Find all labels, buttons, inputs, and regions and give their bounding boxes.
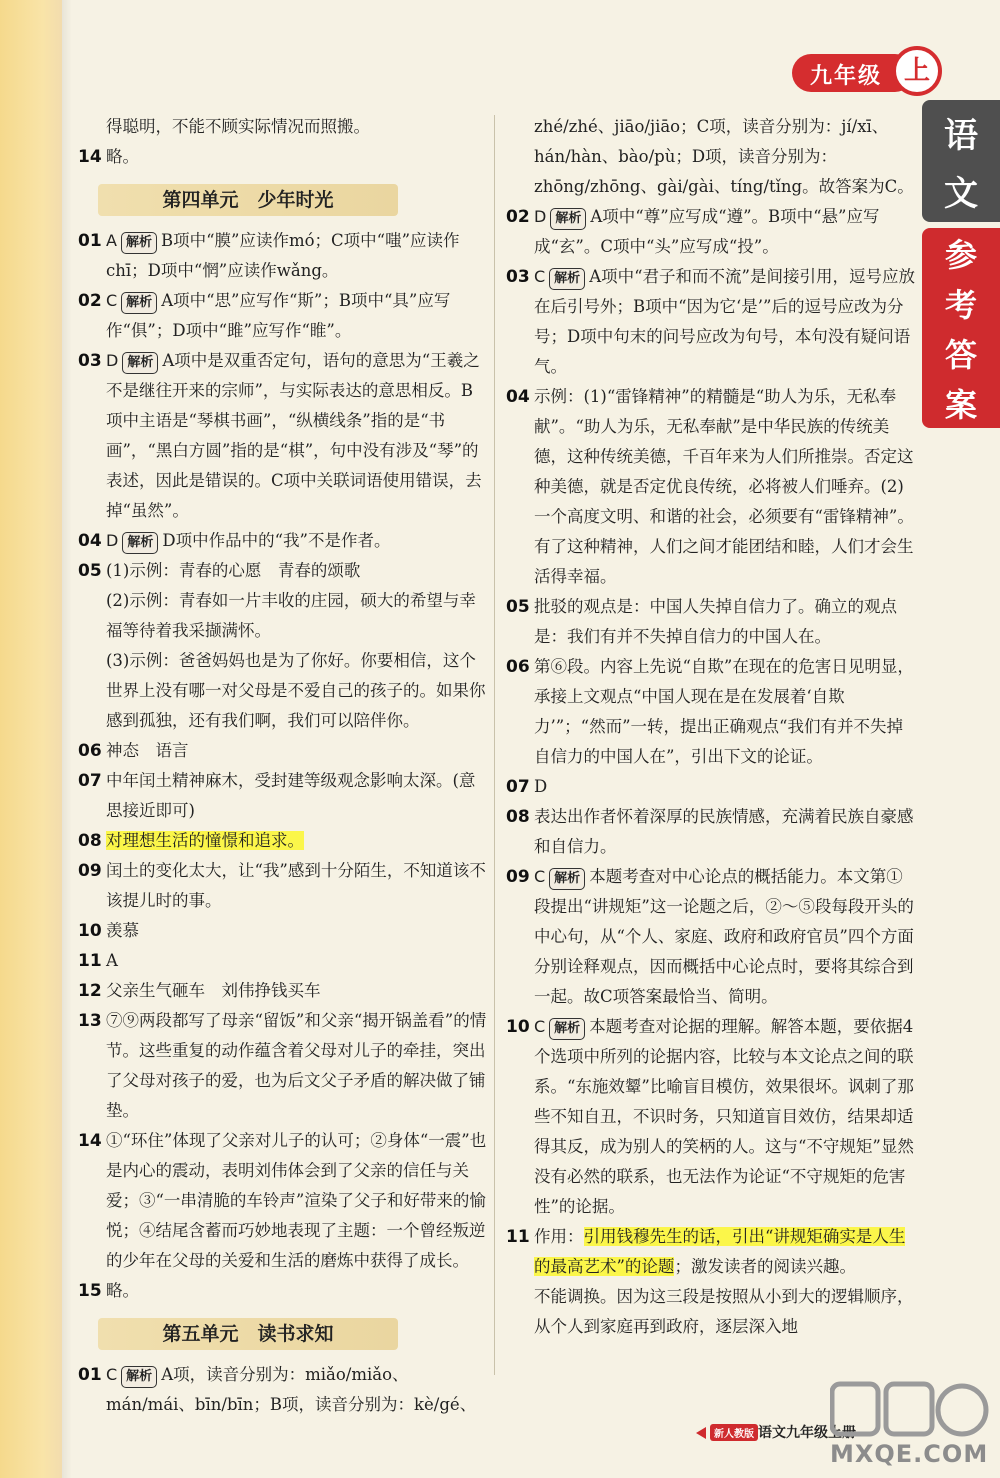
answer-item [78, 1126, 488, 1276]
grade-label [792, 52, 937, 94]
section-char: 答 [944, 336, 977, 374]
answer-text: 闰土的变化太大，让“我”感到十分陌生，不知道该不该提儿时的事。 [106, 861, 486, 910]
question-number: 07 [506, 777, 530, 797]
answer-item [506, 1222, 916, 1282]
unit-heading [78, 182, 488, 218]
answer-item [78, 766, 488, 826]
question-number: 03 [506, 267, 530, 287]
question-number: 12 [78, 981, 102, 1001]
answer-choice: D [106, 531, 119, 550]
subject-char: 语 [944, 116, 978, 156]
analysis-badge: 解析 [549, 868, 585, 890]
question-number: 02 [506, 207, 530, 227]
section-char: 参 [944, 236, 977, 274]
question-number: 01 [78, 1365, 102, 1385]
analysis-badge: 解析 [549, 268, 585, 290]
answer-text: D项中作品中的“我”不是作者。 [162, 531, 391, 550]
answer-item [78, 946, 488, 976]
footer-text: 语文九年级上册 [758, 1425, 856, 1441]
analysis-badge: 解析 [122, 532, 158, 554]
answer-text: 略。 [106, 147, 139, 166]
question-number: 08 [506, 807, 530, 827]
answer-item [78, 736, 488, 766]
answer-choice: C [534, 867, 546, 886]
answer-item [506, 382, 916, 592]
answer-choice: C [106, 1365, 118, 1384]
question-number: 01 [78, 231, 102, 251]
question-number: 10 [78, 921, 102, 941]
answer-item [506, 202, 916, 262]
subject-tab [922, 100, 1000, 222]
grade-text: 九年级 [810, 64, 883, 89]
column-divider [494, 115, 495, 1375]
answer-text: 批驳的观点是：中国人失掉自信力了。确立的观点是：我们有并不失掉自信力的中国人在。 [534, 597, 897, 646]
continued-text [506, 112, 916, 202]
analysis-badge: 解析 [121, 1366, 157, 1388]
answer-item [78, 286, 488, 346]
analysis-badge: 解析 [122, 352, 158, 374]
question-number: 06 [506, 657, 530, 677]
answer-text: 得聪明，不能不顾实际情况而照搬。 [106, 117, 370, 136]
question-number: 04 [78, 531, 102, 551]
answer-item [78, 142, 488, 172]
question-number: 14 [78, 147, 102, 167]
answer-text: A [106, 951, 118, 970]
answer-item [506, 592, 916, 652]
question-number: 06 [78, 741, 102, 761]
answer-text: 作用： [534, 1227, 584, 1246]
answer-item [78, 976, 488, 1006]
answer-choice: D [534, 207, 547, 226]
answer-text: 略。 [106, 1281, 139, 1300]
analysis-badge: 解析 [121, 232, 157, 254]
answer-item [78, 346, 488, 526]
footer-arrow-icon [696, 1427, 706, 1439]
answer-text: B项中“膜”应读作mó；C项中“嗤”应读作chī；D项中“惘”应读作wǎng。 [106, 231, 460, 280]
question-number: 05 [78, 561, 102, 581]
subject-char: 文 [944, 174, 978, 214]
unit-title: 第五单元 读书求知 [162, 1323, 334, 1345]
question-number: 11 [506, 1227, 530, 1247]
answer-text: 父亲生气砸车 刘伟挣钱买车 [106, 981, 321, 1000]
term-badge: 上 [892, 46, 942, 96]
question-number: 05 [506, 597, 530, 617]
highlighted-text: 引用钱穆先生的话，引出“讲规矩确实是人生的最高艺术”的论题 [534, 1227, 906, 1276]
answer-item [78, 226, 488, 286]
answer-item [506, 862, 916, 1012]
answer-text: zhé/zhé、jiāo/jiāo；C项，读音分别为：jí/xī、hán/hàn、bào/pù；D项，读音分别为：zhōng/zhōng、gài/gài、tíng/tǐng。故答案为C。 [534, 117, 914, 196]
question-number: 03 [78, 351, 102, 371]
answer-choice: C [106, 291, 118, 310]
answer-text: A项中“君子和而不流”是间接引用，逗号应放在后引号外；B项中“因为它‘是’”后的逗号应改为分号；D项中句末的问号应改为句号，本句没有疑问语气。 [534, 267, 915, 376]
answer-choice: A [106, 231, 117, 250]
left-column [78, 112, 488, 1420]
question-number: 08 [78, 831, 102, 851]
answer-item [506, 1012, 916, 1222]
answer-text: ；激发读者的阅读兴趣。 [674, 1257, 856, 1276]
answer-item [78, 1006, 488, 1126]
answer-item [78, 856, 488, 916]
answer-item [78, 916, 488, 946]
analysis-badge: 解析 [121, 292, 157, 314]
right-column [506, 112, 916, 1342]
answer-item [78, 556, 488, 736]
answer-choice: C [534, 267, 546, 286]
question-number: 15 [78, 1281, 102, 1301]
question-number: 02 [78, 291, 102, 311]
answer-text: 神态 语言 [106, 741, 189, 760]
continued-text [506, 1282, 916, 1342]
answer-text: 第⑥段。内容上先说“自欺”在现在的危害日见明显，承接上文观点“中国人现在是在发展着‘自欺力’”；“然而”一转，提出正确观点“我们有并不失掉自信力的中国人在”，引出下文的论证。 [534, 657, 914, 766]
answer-item [78, 1360, 488, 1420]
watermark-icon [830, 1378, 990, 1443]
unit-title: 第四单元 少年时光 [162, 189, 334, 211]
answer-item [78, 826, 488, 856]
answer-text: D [534, 777, 548, 796]
answer-paragraph: 示例：(1)“雷锋精神”的精髓是“助人为乐，无私奉献”。“助人为乐，无私奉献”是中华民族的传统美德，这种传统美德，千百年来为人们所推崇。否定这种美德，就是否定优良传统，必将被人们唾弃。(2)一个高度文明、和谐的社会，必须要有“雷锋精神”。有了这种精神，人们之间才能团结和睦，人们才会生活得幸福。 [534, 387, 914, 586]
answer-text: A项中“思”应写作“斯”；B项中“具”应写作“俱”；D项中“雎”应写作“睢”。 [106, 291, 451, 340]
answer-choice: D [106, 351, 119, 370]
answer-text: 表达出作者怀着深厚的民族情感，充满着民族自豪感和自信力。 [534, 807, 914, 856]
answer-item [78, 526, 488, 556]
continued-text [78, 112, 488, 142]
question-number: 09 [506, 867, 530, 887]
section-char: 考 [944, 286, 977, 324]
answer-text: 本题考查对中心论点的概括能力。本文第①段提出“讲规矩”这一论题之后，②～⑤段每段开头的中心句，从“个人、家庭、政府和政府官员”四个方面分别诠释观点，因而概括中心论点时，要将其综合到一起。故C项答案最恰当、简明。 [534, 867, 914, 1006]
question-number: 10 [506, 1017, 530, 1037]
answer-item [506, 772, 916, 802]
answer-paragraph: (2)示例：青春如一片丰收的庄园，硕大的希望与幸福等待着我采撷满怀。 [106, 591, 476, 640]
watermark-text: MXQE.COM [830, 1440, 989, 1468]
answer-text: ⑦⑨两段都写了母亲“留饭”和父亲“揭开锅盖看”的情节。这些重复的动作蕴含着父母对儿子的牵挂，突出了父母对孩子的爱，也为后文父子矛盾的解决做了铺垫。 [106, 1011, 487, 1120]
answer-text: 本题考查对论据的理解。解答本题，要依据4个选项中所列的论据内容，比较与本文论点之间的联系。“东施效颦”比喻盲目模仿，效果很坏。讽刺了那些不知自丑，不识时务，只知道盲目效仿，结果却适得其反，成为别人的笑柄的人。这与“不守规矩”显然没有必然的联系，也无法作为论证“不守规矩的危害性”的论据。 [534, 1017, 914, 1216]
answer-text: A项中“尊”应写成“遵”。B项中“悬”应写成“玄”。C项中“头”应写成“投”。 [534, 207, 880, 256]
section-char: 案 [944, 386, 977, 424]
answer-text: 不能调换。因为这三段是按照从小到大的逻辑顺序，从个人到家庭再到政府，逐层深入地 [534, 1287, 914, 1336]
answer-text: A项中是双重否定句，语句的意思为“王羲之不是继往开来的宗师”，与实际表达的意思相反。B项中主语是“琴棋书画”，“纵横线条”指的是“书画”，“黑白方圆”指的是“棋”，句中没有涉及“琴”的表述，因此是错误的。C项中关联词语使用错误，去掉“虽然”。 [106, 351, 482, 520]
question-number: 11 [78, 951, 102, 971]
answer-item [78, 1276, 488, 1306]
analysis-badge: 解析 [549, 1018, 585, 1040]
watermark-logo [830, 1378, 990, 1473]
unit-heading [78, 1316, 488, 1352]
answer-item [506, 802, 916, 862]
question-number: 14 [78, 1131, 102, 1151]
question-number: 04 [506, 387, 530, 407]
answer-choice: C [534, 1017, 546, 1036]
answer-item [506, 652, 916, 772]
spine-shadow [62, 0, 72, 1478]
answer-text: ①“环住”体现了父亲对儿子的认可；②身体“一震”也是内心的震动，表明刘伟体会到了父亲的信任与关爱；③“一串清脆的车铃声”渲染了父子和好带来的愉悦；④结尾含蓄而巧妙地表现了主题：一个曾经叛逆的少年在父母的关爱和生活的磨炼中获得了成长。 [106, 1131, 487, 1270]
book-spine [0, 0, 62, 1478]
question-number: 09 [78, 861, 102, 881]
answer-text: 中年闰土精神麻木，受封建等级观念影响太深。(意思接近即可) [106, 771, 476, 820]
question-number: 13 [78, 1011, 102, 1031]
answer-paragraph: (3)示例：爸爸妈妈也是为了你好。你要相信，这个世界上没有哪一对父母是不爱自己的孩子的。如果你感到孤独，还有我们啊，我们可以陪伴你。 [106, 651, 486, 730]
answer-text: 羡慕 [106, 921, 139, 940]
analysis-badge: 解析 [550, 208, 586, 230]
footer-brand: 新人教版 [710, 1424, 758, 1441]
answer-item [506, 262, 916, 382]
answer-paragraph: (1)示例：青春的心愿 青春的颂歌 [106, 561, 361, 580]
question-number: 07 [78, 771, 102, 791]
answer-text: 对理想生活的憧憬和追求。 [106, 831, 304, 850]
answer-text: A项，读音分别为：miǎo/miǎo、mán/mái、bīn/bīn；B项，读音分别为：kè/gé、 [106, 1365, 477, 1414]
section-tab [922, 228, 1000, 428]
